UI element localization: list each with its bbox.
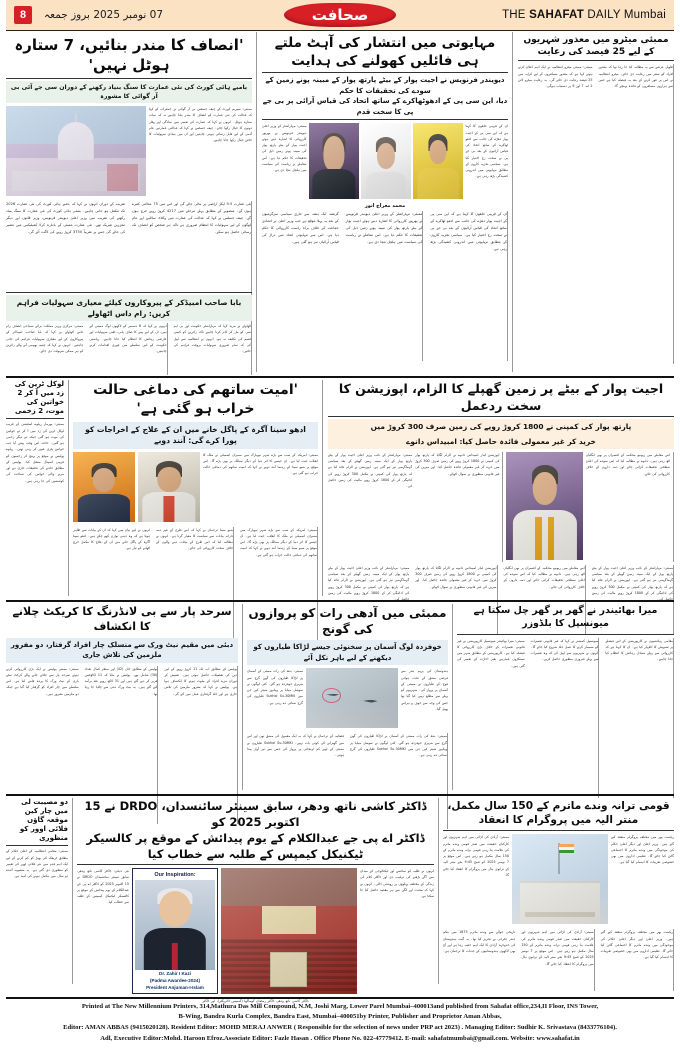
inspiration-title: Our Inspiration:: [154, 872, 196, 879]
story-photo-auditorium: [221, 868, 357, 994]
page-number-badge: 8: [14, 6, 32, 24]
story-column-4: ممبئی: مہاراشٹر کے وزیر اعلیٰ دیویندر فرنویس نے بھرپور کارروائی کا اشارہ دیتے ہوئے اجیت پوار کے بیٹے پارتھ پوار کی مبینہ پونے زمین ڈیل کی تحقیقات کا حکم دیا ہے۔ اس معاملے نے ریاست کی سیاست میں ہلچل مچا دی ہے۔: [343, 211, 424, 361]
story-column-1: ممبئی: بھرمار ریلوے اسٹیشن کے قریب لوکل ٹرین کی زد میں آ کر دو خواتین کی موت ہو گئی جبکہ دو دیگر زخمی ہو گئیں۔ حادثہ اس وقت پیش آیا جب خواتین پٹری عبور کر رہی تھیں۔ ریلوے پولیس نے موقع پر پہنچ کر زخمیوں کو قریبی اسپتال منتقل کیا۔ پولیس کے مطابق حادثے کی تحقیقات جاری ہے اور مرنے والی خواتین کی شناخت کی کوششیں کی جا رہی ہیں۔: [6, 422, 64, 483]
story-column-2: انہوں نے طلبہ کو سائنس اور ٹیکنالوجی کے میدان میں آگے بڑھنے کی ترغیب دی اور ڈاکٹر کلام کی زندگی کے مختلف پہلوؤں پر روشنی ڈالی۔ انہوں نے کہا کہ محنت اور لگن سے ہر مقصد حاصل کیا جا سکتا ہے۔: [360, 869, 434, 899]
story-column-5: ریاست بھر میں مختلف پروگرام منعقد کیے گئے ہیں۔ وزیر اعلیٰ اور دیگر اعلیٰ حکام کی موجودگی میں وندے ماترم کا اجتماعی گائن کیا جائے گا۔ تعلیمی اداروں میں بھی خصوصی تقریبات کا اہتمام کیا گیا ہے۔: [599, 929, 674, 991]
story-photo-leader-2: [361, 123, 411, 199]
story-subhead: بامبے ہائی کورٹ کی نئی عمارت کا سنگ بنیاد رکھنے کے دوران سی جے آئی بی آر گوائی کا مشورہ: [6, 81, 252, 104]
story-column-1: ممبئی: مہاراشٹر کے وزیر اعلیٰ دیویندر فرنویس نے بھرپور کارروائی کا اشارہ دیتے ہوئے اجیت پوار کے بیٹے پارتھ پوار کی مبینہ پونے زمین ڈیل کی تحقیقات کا حکم دیا ہے۔ اس معاملے نے ریاست کی سیاست میں ہلچل مچا دی ہے۔: [262, 124, 307, 173]
inspiration-role: President Anjuman-I-Islam: [146, 984, 204, 990]
story-column-3: تاریخی حوالے سے وندے ماترم 1875 میں بنکم چندر چٹرجی نے تحریر کیا تھا۔ یہ گیت ہندوستان کی جدوجہد آزادی کا ایک اہم حصہ رہا ہے اور آج بھی لاکھوں ہندوستانیوں کے جذبات کا ترجمان ہے۔: [443, 930, 516, 954]
story-column-1: ممبئی: مقامی انتظامیہ کے اعلیٰ حکام کے مطابق ٹریفک کی بھیڑ کو کم کرنے کے لیے ایک اہم قدم میں نئی فلائی اوور کی تعمیر کو منظوری دی گئی ہے۔ یہ منصوبہ آئندہ دو سال میں مکمل ہونے کی امید ہے۔: [6, 849, 68, 879]
story-photo-pawar: [506, 452, 582, 560]
inspiration-name: Dr. Zahir I Kazi: [159, 970, 191, 976]
masthead: [6, 0, 674, 31]
story-column-2: طویل عرصے سے یہ مطالبہ کیا جا رہا تھا کہ معذور افراد کو سفر میں رعایت دی جائے۔ میٹرو انتظامیہ نے اس پر غور کرنے کے بعد یہ فیصلہ کیا ہے جس سے ہزاروں مسافروں کو فائدہ پہنچے گا۔: [597, 64, 675, 364]
story-column-1: نئی دہلی: ڈاکٹر کاشی ناتھ ودھر، سابق سینئر سائنسدان DRDO نے 15 اکتوبر 2025 کو ڈاکٹر اے پی جے عبدالکلام کے یوم پیدائش کے موقع پر کالسیکر ٹیکنیکل کیمپس کے طلبہ سے خطاب کیا۔: [77, 869, 129, 905]
story-photo-fighter-jets: [306, 668, 398, 728]
story-column-3: شیو سینا ترجمان نے کہا کہ اس طرح کے غیر ذمہ دارانہ بیانات سے سیاست کا معیار گرتا ہے۔ انہوں نے مطالبہ کیا کہ اس طرح کے بیانات دینے والوں کے خلاف سخت کارروائی کی جائے۔: [154, 527, 234, 659]
story-column-1: ممبئی: ممبئی میٹرو انتظامیہ نے ایک اہم اعلان کرتے ہوئے کہا ہے کہ معذور مسافروں کے لیے کرایہ میں 25 فیصد رعایت دی جائے گی۔ یہ رعایت میٹرو لائن 2 اے، 7 اور 9 پر دستیاب ہوگی۔: [518, 65, 593, 89]
masthead-title-suffix: DAILY Mumbai: [583, 9, 666, 21]
story-column-3: مقامی رہائشیوں نے کارپوریشن کے اس فیصلے پر تشویش کا اظہار کیا ہے۔ ان کا کہنا ہے کہ کارروائی سے پہلے متبادل رہائش کا انتظام کیا جانا چاہیے۔: [603, 638, 674, 798]
footer-line-2: B-Wing, Bandra Kurla Complex, Bandra East, Mumbai–400051by Printer, Publisher and Proprietor Aman Abbas,: [178, 1013, 502, 1021]
story-headline: 'انصاف کا مندر بنائیں، 7 ستارہ ہوٹل نہیں': [14, 36, 244, 75]
story-headline: 'امیت ساتھم کی دماغی حالت خراب ہو گئی ہے': [93, 382, 298, 417]
story-column-2: انہوں نے کہا کہ 6 دسمبر کو لاکھوں لوگ ممبئی آتے ہیں، ان کے لیے پینے کا صاف پانی، طبی سہولیات اور عارضی رہائش کا انتظام کیا جانا چاہیے۔ ریاستی حکومت کو اس سلسلے میں فوری اقدامات کرنے چاہئیں۔: [87, 323, 167, 375]
story-column-1: ممبئی: امریکہ کے سب سے بڑے شہر نیویارک میں ممبران اسمبلی نے ملک کا انقلاب جیت لیا ہے۔ ان جیسے کا اثر دنیا کے دیگر ممالک پر بھی پڑے گا۔ اس موقع پر شیو سینا کے رہنما آنند دوبے نے کہا کہ امیت ساتھم کی دماغی حالت خراب ہو گئی ہے۔: [203, 452, 318, 476]
footer-line-1: Printed at The New Millennium Printers, 314,Mathura Das Mill Compound, N.M, Joshi Marg, Lower Parel Mumbai–400013and published from Sahafat office,234,II Floor, INS Tower,: [81, 1002, 599, 1010]
story-subhead-1: دیویندر فرنویس نے اجیت پوار کے بیٹے پارتھ پوار کے مبینہ پونے زمین کے سودے کی تحقیقات کا حکم: [265, 76, 505, 95]
story-headline: میرا بھائیندر نے گھر پر گھر چل سکتا ہے میونسپل کا بلڈوزر: [473, 605, 658, 629]
story-flights: [242, 604, 448, 790]
story-mahayuti: [256, 32, 508, 372]
story-column-2: تقریب کے دوران انہوں نے کہا کہ بامبے ہائی کورٹ کی نئی عمارت 2026 تک مکمل ہو جانی چاہیے۔ بمبئی ہائی کورٹ کی نئی عمارت کا سنگ بنیاد رکھنے کی تقریب میں وزیر اعلیٰ دیویندر فرنویس، وزیر قانون اور دیگر معززین شریک تھے۔ نئی عمارت ممبئی کے بانڈرہ کرلا کمپلیکس میں تعمیر کی جائے گی جس پر تقریباً 3750 کروڑ روپے کی لاگت آئے گی۔: [6, 202, 125, 235]
story-anthem: [438, 798, 674, 984]
story-column-3: گزشتہ ایک ہفتہ سے جاری سیاسی سرگرمیوں کے بعد یہ پہلا موقع ہے جب وزیر اعلیٰ نے اتحادی جماعت کے خلاف براہ راست کارروائی کا حکم دیا ہے۔ اس سے مہایوتی اتحاد میں دراڑ کی قیاس آرائیاں تیز ہو گئی ہیں۔: [262, 212, 339, 245]
story-subhead-2: دیا، این سی پی کے ادھوٹھاکرے کے ساتھ اتحاد کی قیاس آرائی پر بی جے پی کا سخت قدم: [262, 97, 508, 116]
story-column-3: پولیس کے مطابق اب تک 11 کروڑ روپے کے لین دین کی تفصیلات حاصل ہوئی ہیں۔ تفتیش کے دوران مزید افراد کے ملوث ہونے کا انکشاف ہوا ہے۔ پولیس نے کہا کہ مفرور ملزمین کی تلاش جاری ہے اور جلد گرفتاری عمل میں آئے گی۔: [162, 666, 238, 824]
story-column-5: اپوزیشن لیڈر امبیداس دانوے نے الزام لگایا کہ پارتھ پوار کی کمپنی نے 1800 کروڑ روپے کی زمین صرف 300 کروڑ میں خرید کر غیر معمولی فائدہ حاصل کیا۔ اور میرین کی غیر قانونی منظوری پر سوال اٹھائے۔: [413, 565, 497, 635]
story-headline: دو مصیبت لی میں چار کین موقعہ گاؤں فلائی اوور کو منظوری: [19, 798, 68, 843]
story-byline: محمد معراج انور: [364, 203, 406, 210]
story-subhead-2: خرید کر غیر معمولی فائدہ حاصل کیا: امبیداس دانوے: [328, 434, 674, 449]
story-municipal: [452, 604, 674, 790]
story-headline: سرحد پار سے بی لانڈرنگ کا کریکٹ چلانے کا انکشاف: [12, 605, 232, 633]
story-column-1: ممبئی: بدھ کی رات ممبئی کے آسمان پر لڑاکا طیاروں کی گھن گرج سے شہری خوفزدہ ہو گئے۔ کئی لوگوں نے سوشل میڈیا پر ویڈیوز شیئر کیں جن میں Sukhoi Su-30MKI طیاروں کی گرج سنائی دے رہی ہے۔: [247, 669, 303, 705]
inspiration-card: [132, 868, 218, 994]
inspiration-award: (Padma Awardee-2024): [149, 977, 201, 983]
story-column-2: ریاست بھر میں مختلف پروگرام منعقد کیے گئے ہیں۔ وزیر اعلیٰ اور دیگر اعلیٰ حکام کی موجودگی میں وندے ماترم کا اجتماعی گائن کیا جائے گا۔ تعلیمی اداروں میں بھی خصوصی تقریبات کا اہتمام کیا گیا ہے۔: [611, 835, 674, 865]
sahafat-logo: صحافت: [284, 3, 396, 27]
story-headline: مہایوتی میں انتشار کی آہٹ ملتے ہی فائلیں کھولنے کی ہدایت: [274, 35, 496, 70]
story-subhead: ادھو سینا آگرہ کے پاگل خانے میں ان کے علاج کے اخراجات کو پورا کرے گی: آنند دوبے: [73, 422, 318, 449]
story-headline: اجیت پوار کے بیٹے پر زمین گھپلے کا الزام، اپوزیشن کا سخت ردعمل: [338, 381, 664, 413]
story-photo-leader-1: [309, 123, 359, 199]
story-headline: قومی ترانہ وندے ماترم کے 150 سال مکمل، منتر الیہ میں پروگرام کا انعقاد: [447, 800, 670, 827]
story-cricket-betting: [6, 604, 238, 790]
story-column-4: ممبئی: مہاراشٹر کے نائب وزیر اعلیٰ اجیت پوار کے بیٹے پارتھ پوار کے ایک مبینہ زمین گھپلے کے بعد سیاسی گہماگہمی تیز ہو گئی ہے۔ اپوزیشن نے الزام عائد کیا ہے کہ پارتھ پوار کی کمپنی نے مکمل 300 کروڑ روپے کی ادائیگی کر کے 1800 کروڑ روپے مالیت کی زمین حاصل کی۔: [328, 565, 410, 602]
story-metro: [512, 32, 674, 372]
story-column-2: انہوں نے اپنے بیان میں کہا کہ ان کے بیانات سے ظاہر ہوتا ہے کہ وہ ذہنی توازن کھو چکے ہیں۔ ادھو سینا آگرہ کے پاگل خانے میں ان کے علاج کا مکمل خرچ اٹھانے کو تیار ہے۔: [73, 527, 150, 551]
story-photo-mantralaya: [512, 834, 608, 924]
story-column-6: اس معاملے میں ریونیو محکمہ کے افسران پر بھی انگلیاں اٹھ رہی ہیں۔ دانوے نے مطالبہ کیا کہ اس سودے کی اعلیٰ سطحی تحقیقات کرائی جائے اور ذمہ داروں کے خلاف کارروائی کی جائے۔: [502, 565, 586, 635]
story-subhead-1: پارتھ پوار کی کمپنی نے 1800 کروڑ روپے کی زمین صرف 300 کروڑ میں: [328, 419, 674, 434]
story-headline: ڈاکٹر کاشی ناتھ ودھر، سابق سینئر سائنسدان، DRDO نے 15 اکتوبر 2025 کو: [84, 799, 427, 829]
story-photo-leader-3: [413, 123, 463, 199]
story-column-1: ممبئی: آزادی کی لڑائی میں اہم شہریوں اور کارکنان حقیقت میں صدر قومی وندے ماترم کی علامت بنا رہی قومی ترانہ وندے ماترم کے 150 سال مکمل ہو رہے ہیں۔ اس موقع پر 7 نومبر 2025 کو صبح 9:45 بجے منتر الیہ کے ترانوی ہال میں پروگرام کا انعقاد کیا جائے گا۔: [443, 835, 509, 877]
story-headline: لوکل ٹرین کی زد میں آ کر 2 خواتین کی موت، 2 زخمی: [14, 380, 64, 416]
footer-line-4: Adl, Executive Editor:Mohd. Haroon Efroz.Associate Editor: Fazle Hasan . Office Phone No. 022-47779412. E-mail: sahafatmumbai@gmail.com. Website: www.sahafat.in: [100, 1035, 580, 1043]
story-column-2: ان کے قریبی حلقوں کا کہنا ہے کہ این سی پی کے اجیت پوار دھڑے کی جانب سے ادھو ٹھاکرے کے ساتھ اتحاد کی قیاس آرائیوں کے بعد بی جے پی نے سخت رخ اختیار کیا ہے۔ سیاسی تجزیہ کاروں کے مطابق مہایوتی میں اندرونی کشیدگی بڑھ رہی ہے۔: [465, 124, 508, 179]
story-ajit-pawar-land: [322, 380, 674, 602]
masthead-title: [502, 9, 666, 21]
story-column-1: ممبئی: سپریم کورٹ کے چیف جسٹس بی آر گوائی نے جمعرات کو کہا کہ عدالت کی نئی عمارت کو انصاف کا مندر بنانا چاہیے نہ کہ سات ستارہ ہوٹل۔ انہوں نے کہا کہ عمارت کی تعمیر میں سادگی اور وقار دونوں کا خیال رکھا جائے۔ چیف جسٹس نے کہا کہ عدالتی عمارتیں عام آدمی کے لیے قابل رسائی ہونی چاہئیں اور ان میں بنیادی سہولیات کا خاص خیال رکھا جانا چاہیے۔: [149, 107, 252, 143]
story-column-4: ممبئی: آزادی کی لڑائی میں اہم شہریوں اور کارکنان حقیقت میں صدر قومی وندے ماترم کی علامت بنا رہی قومی ترانہ وندے ماترم کے 150 سال مکمل ہو رہے ہیں۔ اس موقع پر 7 نومبر 2025 کو صبح 9:45 بجے منتر الیہ کے ترانوی ہال میں پروگرام کا انعقاد کیا جائے گا۔: [519, 929, 594, 991]
story-column-1: ممبئی: مرکزی وزیر مملکت برائے سماجی انصاف رام داس اٹھاولے نے کہا کہ بابا صاحب امبیڈکر کے پیروکاروں کے لیے معیاری سہولیات فراہم کی جانی چاہئیں۔ انہوں نے کہا کہ چیتیہ بھومی آنے والے زائرین کو ہر ممکن سہولت دی جائے۔: [6, 324, 84, 354]
story-photo-leader-saffron: [73, 452, 135, 522]
story-headline: ممبئی میٹرو میں معذور شہریوں کے لیے 25 فیصد کی رعایت: [523, 35, 669, 58]
footer-line-3: Editor: AMAN ABBAS (9415020128). Resident Editor: MOHD MERAJ ANWER ( Responsible for the selection of news under PRP act 2023) . Managing Editor: Sudhir K. Srivastava (8433776104).: [63, 1024, 617, 1032]
story-column-1: ممبئی: ممبئی پولیس نے ایک بڑی کارروائی کرتے ہوئے سرحد پار سے چلائے جانے والے کرکٹ سٹے بازی کے نیٹ ورک کا پردہ فاش کیا ہے۔ اس سلسلے میں چار افراد کو گرفتار کیا گیا ہے جبکہ دو ملزمین مفرور ہیں۔: [6, 666, 79, 696]
masthead-title-brand: SAHAFAT: [529, 9, 584, 21]
story-photo-caption: ڈاکٹر کاشی ناتھ ودھر، ڈاکٹر رمضان کھماکھا (کیمپس ڈائریکٹر)، اور ڈاکٹر: [202, 999, 309, 1004]
story-photo-highcourt-model: [6, 106, 146, 196]
story-subhead: دبئی میں مقیم نیٹ ورک سے منسلک چار افراد گرفتار، دو مفرور ملزمین کی تلاش جاری: [6, 638, 238, 663]
story-local-train: [6, 380, 64, 596]
story-ambedkar: [6, 292, 252, 372]
story-subhead: ڈاکٹر اے پی جے عبدالکلام کے یوم پیدائش کے موقع پر کالسیکر ٹیکنیکل کیمپس کے طلبہ سے خطاب کیا: [86, 831, 425, 861]
story-column-3: نئی عمارت 9.5 ایکڑ اراضی پر بنائی جائے گی اور اس میں 75 عدالتی کمرے ہوں گے۔ منصوبے کے مطابق پہلے مرحلے میں 4217 کروڑ روپے خرچ ہوں گے۔ چیف جسٹس نے کہا کہ عدالت کی عمارت میں وکلاء، سائلین اور عام لوگوں کے لیے سہولیات کا انتظام ضروری ہے تاکہ ہر شخص کو انصاف تک رسائی حاصل ہو سکے۔: [129, 201, 252, 351]
story-column-4: ممبئی: امریکہ کے سب سے بڑے شہر نیویارک میں ممبران اسمبلی نے ملک کا انقلاب جیت لیا ہے۔ ان جیسے کا اثر دنیا کے دیگر ممالک پر بھی پڑے گا۔ اس موقع پر شیو سینا کے رہنما آنند دوبے نے کہا کہ امیت ساتھم کی دماغی حالت خراب ہو گئی ہے۔: [238, 527, 318, 659]
story-column-7: ممبئی: مہاراشٹر کے نائب وزیر اعلیٰ اجیت پوار کے بیٹے پارتھ پوار کے ایک مبینہ زمین گھپلے کے بعد سیاسی گہماگہمی تیز ہو گئی ہے۔ اپوزیشن نے الزام عائد کیا ہے کہ پارتھ پوار کی کمپنی نے مکمل 300 کروڑ روپے کی ادائیگی کر کے 1800 کروڑ روپے مالیت کی زمین حاصل کی۔: [590, 565, 674, 635]
story-column-2: پولیس کے مطابق خان (42) اور منظر کمال تعداد (30) شامل تھے۔ پولیس نے بتایا کہ 11 اکاؤنٹس فریز کر دیے گئے ہیں اور 31 لاکھ روپے نقد برآمد کیے گئے ہیں۔ یہ نیٹ ورک دبئی سے چلایا جا رہا تھا۔: [83, 666, 159, 824]
story-column-2: ہندوستان کی پریم بندر سے فرضی مشق کے تحت ہوائی فوج کے طیاروں نے ممبئی کے آسمان پر پرواز کی۔ شہریوں کو پہلے سے مطلع نہیں کیا گیا تھا جس کی وجہ سے خوف و ہراس پھیل گیا۔: [401, 669, 448, 711]
story-column-4: ممبئی: بدھ کی رات ممبئی کے آسمان پر لڑاکا طیاروں کی گھن گرج سے شہری خوفزدہ ہو گئے۔ کئی لوگوں نے سوشل میڈیا پر ویڈیوز شیئر کیں جن میں Sukhoi Su-30MKI طیاروں کی گرج سنائی دے رہی ہے۔: [348, 733, 448, 829]
masthead-date: 07 نومبر 2025 بروز جمعہ: [44, 9, 164, 21]
story-column-3: فضائیہ کے ترجمان نے کہا کہ یہ ایک معمول کی مشق تھی اور اس میں گھبرانے کی کوئی بات نہیں۔ Sukhoi Su-30MKI طیاروں نے ممبئی کے اوپر کم اونچائی پر پرواز کی جس سے تیز آواز پیدا ہوئی۔: [247, 734, 345, 758]
footer-imprint: [6, 997, 674, 1046]
story-column-2: میونسپل کمشنر نے کہا کہ غیر قانونی تعمیرات کو مسمار کرنے کا عمل جلد شروع کیا جائے گا۔ انہوں نے شہریوں سے اپیل کی کہ وہ تعمیرات سے پہلے ضروری منظوری حاصل کریں۔: [529, 638, 600, 798]
masthead-title-prefix: THE: [502, 9, 530, 21]
story-column-3: اٹھاولے نے مزید کہا کہ مہاراشٹر حکومت اور بی ایم سی کو مل کر کام کرنا چاہیے تاکہ زائرین کو کسی قسم کی تکلیف نہ ہو۔ انہوں نے انتظامیہ سے اپیل کی کہ تمام ضروری سہولیات بروقت فراہم کی جائیں۔: [172, 323, 252, 375]
story-village-flyover: [6, 798, 68, 984]
story-photo-leader-white: [138, 452, 200, 522]
story-column-5: ان کے قریبی حلقوں کا کہنا ہے کہ این سی پی کے اجیت پوار دھڑے کی جانب سے ادھو ٹھاکرے کے ساتھ اتحاد کی قیاس آرائیوں کے بعد بی جے پی نے سخت رخ اختیار کیا ہے۔ سیاسی تجزیہ کاروں کے مطابق مہایوتی میں اندرونی کشیدگی بڑھ رہی ہے۔: [427, 211, 508, 361]
story-drdo: [72, 798, 434, 1004]
story-umeet-saanam: [68, 380, 318, 596]
story-column-1: ممبئی: میرا بھائیندر میونسپل کارپوریشن نے غیر قانونی تعمیرات کے خلاف بڑی کارروائی کا فیصلہ کیا ہے۔ کارپوریشن کے مطابق شہر میں سینکڑوں عمارتیں بغیر اجازت کے تعمیر کی گئی ہیں۔: [457, 638, 525, 668]
story-headline: بابا صاحب امبیڈکر کے پیروکاروں کیلئے معیاری سہولیات فراہم کریں: رام داس اٹھاولے: [6, 295, 252, 321]
inspiration-photo: [135, 880, 215, 969]
story-subhead: خوفزدہ لوگ آسمان پر سخنوئی جیسے لڑاکا طیاروں کو دیکھنے کے لیے باہر نکل آئے: [247, 640, 448, 665]
story-headline: ممبئی میں آدھی رات کو پروازوں کی گونج: [248, 606, 447, 637]
story-column-3: اس معاملے میں ریونیو محکمہ کے افسران پر بھی انگلیاں اٹھ رہی ہیں۔ دانوے نے مطالبہ کیا کہ اس سودے کی اعلیٰ سطحی تحقیقات کرائی جائے اور ذمہ داروں کے خلاف کارروائی کی جائے۔: [586, 452, 674, 562]
story-column-1: ممبئی: مہاراشٹر کے نائب وزیر اعلیٰ اجیت پوار کے بیٹے پارتھ پوار کے ایک مبینہ زمین گھپلے کے بعد سیاسی گہماگہمی تیز ہو گئی ہے۔ اپوزیشن نے الزام عائد کیا ہے کہ پارتھ پوار کی کمپنی نے مکمل 300 کروڑ روپے کی ادائیگی کر کے 1800 کروڑ روپے مالیت کی زمین حاصل کی۔: [328, 452, 413, 489]
story-column-2: اپوزیشن لیڈر امبیداس دانوے نے الزام لگایا کہ پارتھ پوار کی کمپنی نے 1800 کروڑ روپے کی زمین صرف 300 کروڑ میں خرید کر غیر معمولی فائدہ حاصل کیا۔ اور میرین کی غیر قانونی منظوری پر سوال اٹھائے۔: [415, 452, 503, 562]
